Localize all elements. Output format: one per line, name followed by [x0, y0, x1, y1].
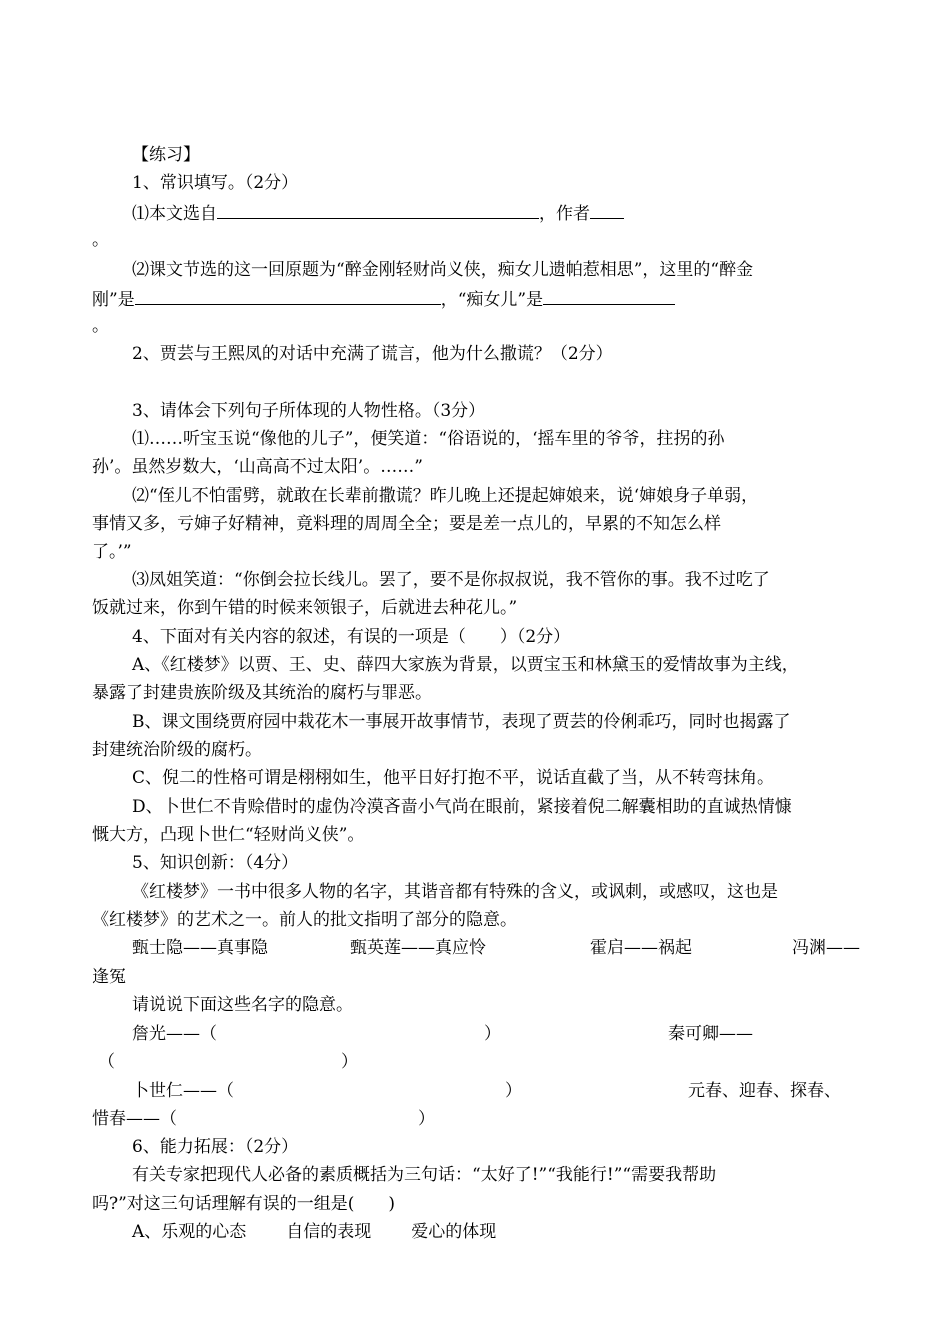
q5-name-1-close: ）: [484, 1024, 501, 1044]
q5-example-4: 冯渊——: [792, 938, 860, 958]
q4-option-a-line2: 暴露了封建贵族阶级及其统治的腐朽与罪恶。: [92, 683, 432, 703]
q4-option-d-line1: D、卜世仁不肯赊借时的虚伪冷漠吝啬小气尚在眼前，紧接着倪二解囊相助的直诚热情慷: [132, 797, 792, 817]
q5-name-4-cont: 惜春——（: [92, 1109, 177, 1129]
q3-s1-line1: ⑴……听宝玉说“像他的儿子”，便笑道：“俗语说的，‘摇车里的爷爷，拄拐的孙: [132, 429, 725, 449]
q5-name-3: 卜世仁——（: [132, 1081, 234, 1101]
q6-paragraph-line2: 吗?”对这三句话理解有误的一组是( ): [92, 1194, 396, 1214]
q3-heading: 3、请体会下列句子所体现的人物性格。（3分）: [132, 401, 486, 421]
q6-option-a-3: 爱心的体现: [411, 1222, 497, 1242]
q1-a-text: ⑴本文选自: [132, 204, 217, 224]
chinver-blank: [543, 287, 675, 305]
q4-option-a-line1: A、《红楼梦》以贾、王、史、薛四大家族为背景，以贾宝玉和林黛玉的爱情故事为主线，: [132, 655, 799, 675]
page-title: 【练习】: [132, 145, 200, 165]
q3-s3-line2: 饭就过来，你到午错的时候来领银子，后就进去种花儿。”: [92, 598, 518, 618]
q1-b-line1: ⑵课文节选的这一回原题为“醉金刚轻财尚义侠，痴女儿遗帕惹相思”，这里的“醉金: [132, 260, 754, 280]
q1-b-tail: 。: [92, 316, 109, 336]
q5-name-2-close: ）: [341, 1052, 358, 1072]
q5-prompt: 请说说下面这些名字的隐意。: [132, 995, 353, 1015]
q1-b-text-a: 刚”是: [92, 290, 135, 310]
q1-b-line2: [92, 287, 675, 311]
q2-heading: 2、贾芸与王熙凤的对话中充满了谎言，他为什么撒谎？（2分）: [132, 344, 613, 364]
q5-paragraph-line2: 《红楼梦》的艺术之一。前人的批文指明了部分的隐意。: [92, 910, 517, 930]
q3-s1-line2: 孙’。虽然岁数大，‘山高高不过太阳’。……”: [92, 457, 423, 477]
q3-s2-line1: ⑵“侄儿不怕雷劈，就敢在长辈前撒谎？昨儿晚上还提起婶娘来，说‘婶娘身子单弱，: [132, 486, 759, 506]
q5-example-1: 甄士隐——真事隐: [132, 938, 268, 958]
q3-s2-line2: 事情又多，亏婶子好精神，竟料理的周周全全；要是差一点儿的，早累的不知怎么样: [92, 514, 721, 534]
q5-example-2: 甄英莲——真应怜: [350, 938, 486, 958]
q1-a-line: [132, 201, 624, 225]
q3-s2-line3: 了。’”: [92, 542, 132, 562]
q5-name-1: 詹光——（: [132, 1024, 217, 1044]
q1-a-mid: ，作者: [539, 204, 590, 224]
q6-option-a-2: 自信的表现: [286, 1222, 372, 1242]
q5-heading: 5、知识创新：（4分）: [132, 853, 299, 873]
q4-heading: 4、下面对有关内容的叙述，有误的一项是（ ）（2分）: [132, 627, 571, 647]
q4-option-b-line2: 封建统治阶级的腐朽。: [92, 740, 262, 760]
q5-name-3-close: ）: [505, 1081, 522, 1101]
q6-heading: 6、能力拓展：（2分）: [132, 1137, 299, 1157]
q4-option-b-line1: B、课文围绕贾府园中栽花木一事展开故事情节，表现了贾芸的伶俐乖巧，同时也揭露了: [132, 712, 791, 732]
q5-name-4-close: ）: [418, 1109, 435, 1129]
q6-option-a: [132, 1221, 496, 1243]
q5-example-4-cont: 逢冤: [92, 967, 126, 987]
q6-paragraph-line1: 有关专家把现代人必备的素质概括为三句话：“太好了!”“我能行!”“需要我帮助: [132, 1165, 717, 1185]
author-blank: [590, 201, 624, 219]
q5-name-2: 秦可卿——: [668, 1024, 753, 1044]
q1-heading: 1、常识填写。（2分）: [132, 173, 299, 193]
source-blank: [217, 201, 539, 219]
q1-a-tail: 。: [92, 230, 109, 250]
q4-option-d-line2: 慨大方，凸现卜世仁“轻财尚义侠”。: [92, 825, 365, 845]
q6-option-a-1: A、乐观的心态: [132, 1222, 247, 1242]
q3-s3-line1: ⑶凤姐笑道：“你倒会拉长线儿。罢了，要不是你叔叔说，我不管你的事。我不过吃了: [132, 570, 770, 590]
q5-paragraph-line1: 《红楼梦》一书中很多人物的名字，其谐音都有特殊的含义，或讽刺，或感叹，这也是: [132, 882, 778, 902]
q5-name-2-open: （: [98, 1052, 115, 1072]
q5-example-3: 霍启——祸起: [590, 938, 692, 958]
q4-option-c: C、倪二的性格可谓是栩栩如生，他平日好打抱不平，说话直截了当，从不转弯抹角。: [132, 768, 775, 788]
q5-name-4: 元春、迎春、探春、: [688, 1081, 841, 1101]
q1-b-text-b: ，“痴女儿”是: [440, 290, 544, 310]
zuijingang-blank: [135, 287, 441, 305]
